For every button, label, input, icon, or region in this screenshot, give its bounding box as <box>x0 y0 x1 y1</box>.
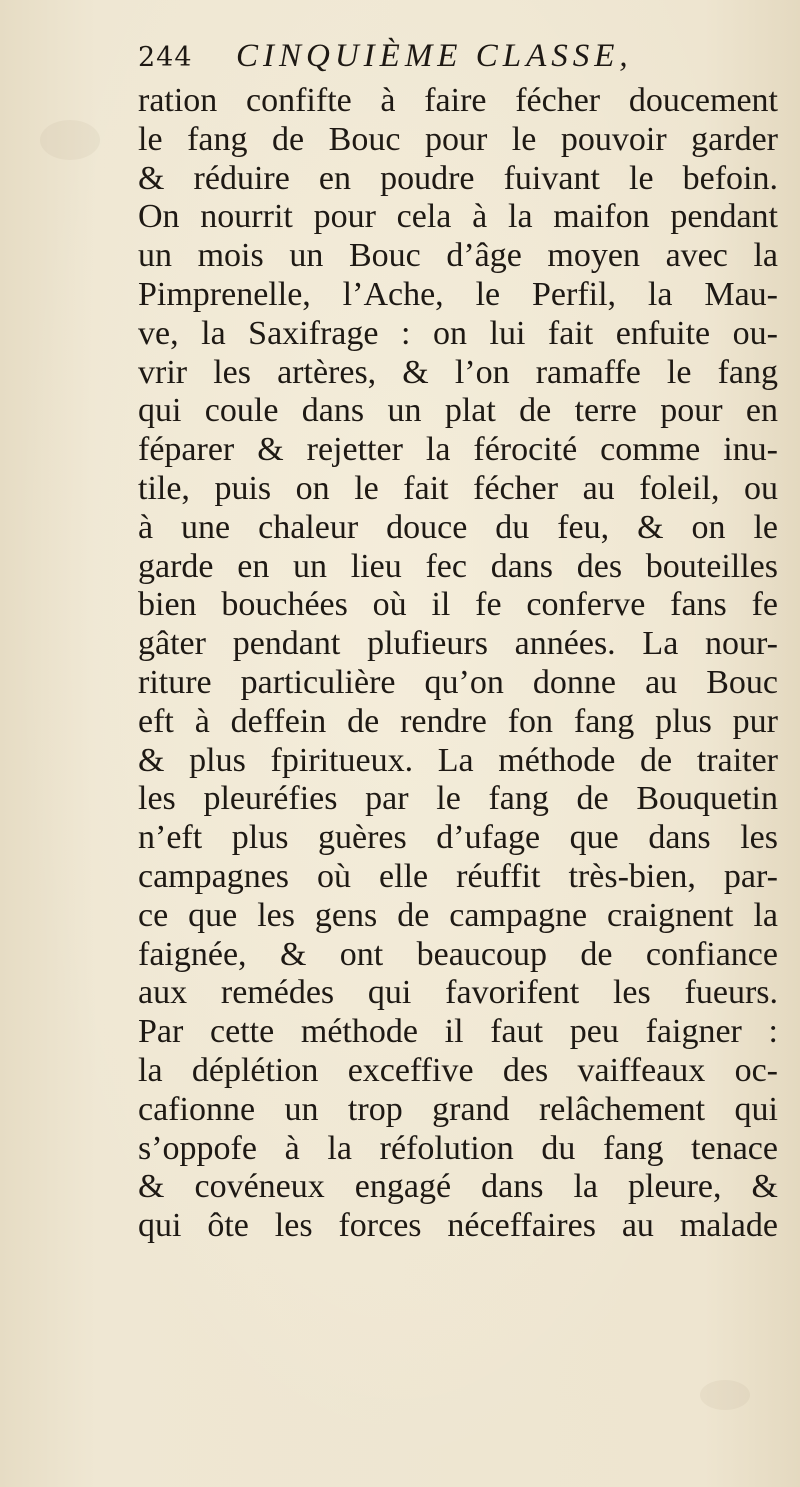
text-line: & réduire en poudre fuivant le befoin. <box>138 159 778 197</box>
text-line: cafionne un trop grand relâchement qui <box>138 1090 778 1128</box>
text-line: garde en un lieu fec dans des bouteilles <box>138 547 778 585</box>
text-line: & covéneux engagé dans la pleure, & <box>138 1168 778 1206</box>
text-line: aux remédes qui favorifent les fueurs. <box>138 974 778 1012</box>
text-line: eft à deffein de rendre fon fang plus pur <box>138 702 778 740</box>
text-line: qui coule dans un plat de terre pour en <box>138 392 778 430</box>
text-line: s’oppofe à la réfolution du fang tenace <box>138 1129 778 1167</box>
running-title: CINQUIÈME CLASSE, <box>236 38 633 74</box>
text-line: Pimprenelle, l’Ache, le Perfil, la Mau- <box>138 275 778 313</box>
page-number: 244 <box>138 42 193 73</box>
text-line: à une chaleur douce du feu, & on le <box>138 508 778 546</box>
text-line: gâter pendant plufieurs années. La nour- <box>138 625 778 663</box>
text-line: bien bouchées où il fe conferve fans fe <box>138 586 778 624</box>
text-line: un mois un Bouc d’âge moyen avec la <box>138 237 778 275</box>
text-line: ce que les gens de campagne craignent la <box>138 896 778 934</box>
text-body <box>138 82 778 1246</box>
text-line: & plus fpiritueux. La méthode de traiter <box>138 741 778 779</box>
text-line: riture particulière qu’on donne au Bouc <box>138 663 778 701</box>
text-line: On nourrit pour cela à la maifon pendant <box>138 198 778 236</box>
text-line: faignée, & ont beaucoup de confiance <box>138 935 778 973</box>
running-head <box>138 38 758 84</box>
text-line: les pleuréfies par le fang de Bouquetin <box>138 780 778 818</box>
paper-stain <box>700 1380 750 1410</box>
text-line: ration confifte à faire fécher doucement <box>138 82 778 119</box>
text-line: le fang de Bouc pour le pouvoir garder <box>138 120 778 158</box>
text-line: féparer & rejetter la férocité comme inu- <box>138 431 778 469</box>
paper-stain <box>40 120 100 160</box>
text-line: ve, la Saxifrage : on lui fait enfuite ou- <box>138 314 778 352</box>
text-line: la déplétion exceffive des vaiffeaux oc- <box>138 1051 778 1089</box>
text-line: tile, puis on le fait fécher au foleil, ou <box>138 469 778 507</box>
text-line: n’eft plus guères d’ufage que dans les <box>138 819 778 857</box>
text-line: Par cette méthode il faut peu faigner : <box>138 1013 778 1051</box>
text-line: qui ôte les forces néceffaires au malade <box>138 1207 778 1245</box>
text-line: vrir les artères, & l’on ramaffe le fang <box>138 353 778 391</box>
text-line: campagnes où elle réuffit très-bien, par- <box>138 857 778 895</box>
